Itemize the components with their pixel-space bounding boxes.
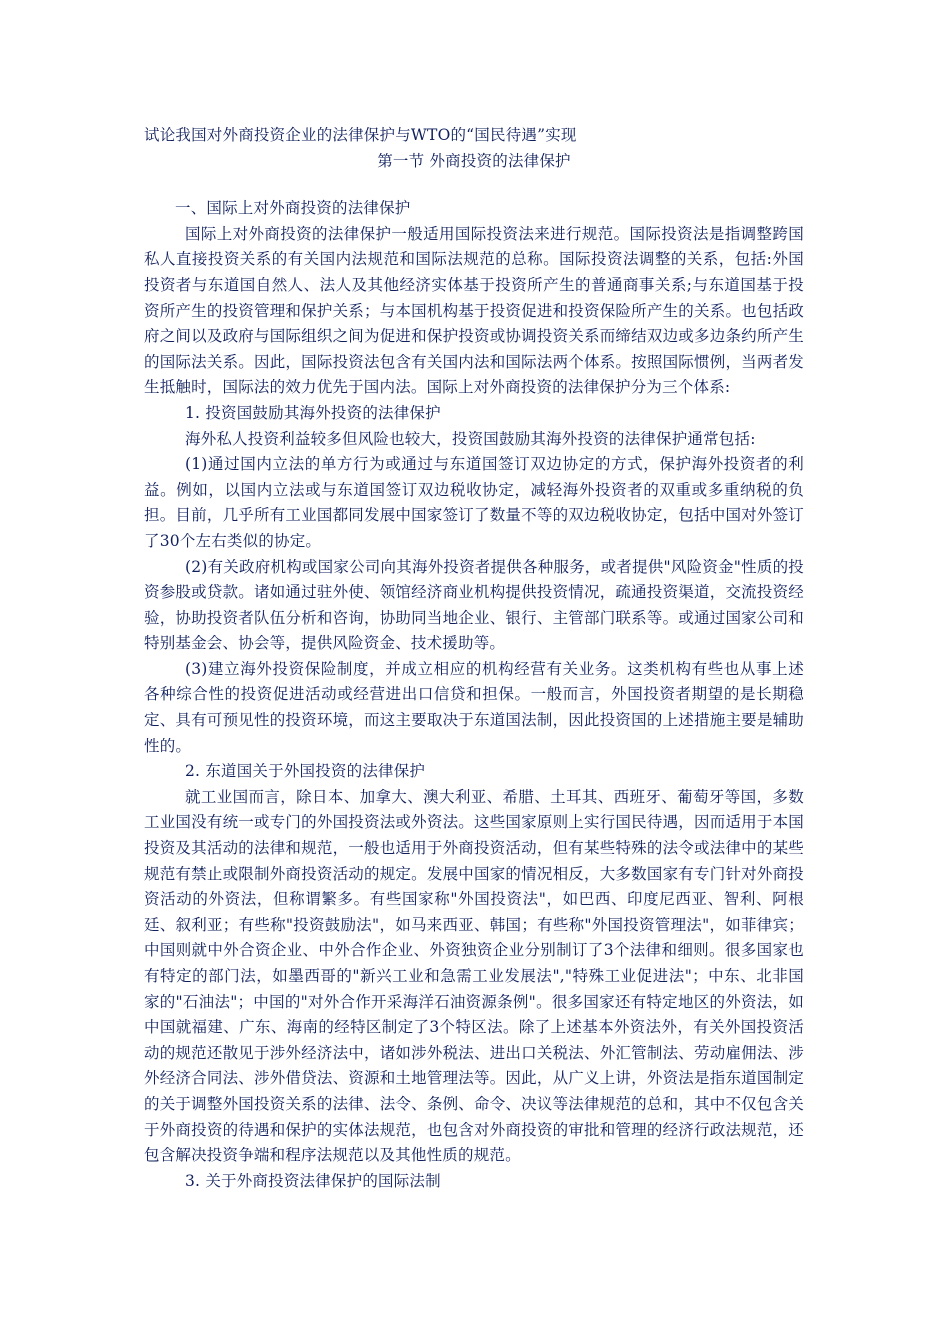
document-title: 试论我国对外商投资企业的法律保护与WTO的“国民待遇”实现: [144, 126, 577, 144]
subheading-3: 3. 关于外商投资法律保护的国际法制: [185, 1171, 441, 1190]
paragraph-item-2: (2)有关政府机构或国家公司向其海外投资者提供各种服务，或者提供"风险资金"性质的投资参股或贷款。诸如通过驻外使、领馆经济商业机构提供投资情况，疏通投资渠道，交流投资经验，协助投资者队伍分析和咨询，协助同当地企业、银行、主管部门联系等。或通过国家公司和特别基金会、协会等，提供风险资金、技术援助等。: [144, 557, 804, 653]
paragraph-item-3: (3)建立海外投资保险制度，并成立相应的机构经营有关业务。这类机构有些也从事上述各种综合性的投资促进活动或经营进出口信贷和担保。一般而言，外国投资者期望的是长期稳定、具有可预见性的投资环境，而这主要取决于东道国法制，因此投资国的上述措施主要是辅助性的。: [144, 659, 804, 755]
section-title: 第一节 外商投资的法律保护: [377, 151, 571, 170]
paragraph-intro: 国际上对外商投资的法律保护一般适用国际投资法来进行规范。国际投资法是指调整跨国私人直接投资关系的有关国内法规范和国际法规范的总称。国际投资法调整的关系，包括:外国投资者与东道国自然人、法人及其他经济实体基于投资所产生的普通商事关系;与东道国基于投资所产生的投资管理和保护关系；与本国机构基于投资促进和投资保险所产生的关系。也包括政府之间以及政府与国际组织之间为促进和保护投资或协调投资关系而缔结双边或多边条约所产生的国际法关系。因此，国际投资法包含有关国内法和国际法两个体系。按照国际惯例，当两者发生抵触时，国际法的效力优先于国内法。国际上对外商投资的法律保护分为三个体系:: [144, 224, 804, 397]
part-heading: 一、国际上对外商投资的法律保护: [175, 199, 411, 218]
document-page: [144, 123, 804, 1194]
subheading-1: 1. 投资国鼓励其海外投资的法律保护: [185, 403, 441, 422]
subheading-2: 2. 东道国关于外国投资的法律保护: [185, 762, 426, 781]
spacer: [144, 174, 804, 196]
paragraph-item-1: (1)通过国内立法的单方行为或通过与东道国签订双边协定的方式，保护海外投资者的利益。例如，以国内立法或与东道国签订双边税收协定，减轻海外投资者的双重或多重纳税的负担。目前，几乎所有工业国都同发展中国家签订了数量不等的双边税收协定，包括中国对外签订了30个左右类似的协定。: [144, 455, 804, 550]
paragraph-investor-country: 海外私人投资利益较多但风险也较大，投资国鼓励其海外投资的法律保护通常包括:: [185, 429, 756, 448]
paragraph-host-country: 就工业国而言，除日本、加拿大、澳大利亚、希腊、土耳其、西班牙、葡萄牙等国，多数工业国没有统一或专门的外国投资法或外资法。这些国家原则上实行国民待遇，因而适用于本国投资及其活动的法律和规范，一般也适用于外商投资活动，但有某些特殊的法令或法律中的某些规范有禁止或限制外商投资活动的规定。发展中国家的情况相反，大多数国家有专门针对外商投资活动的外资法，但称谓繁多。有些国家称"外国投资法"，如巴西、印度尼西亚、智利、阿根廷、叙利亚；有些称"投资鼓励法"，如马来西亚、韩国；有些称"外国投资管理法"，如菲律宾；中国则就中外合资企业、中外合作企业、外资独资企业分别制订了3个法律和细则。很多国家也有特定的部门法，如墨西哥的"新兴工业和急需工业发展法","特殊工业促进法"；中东、北非国家的"石油法"；中国的"对外合作开采海洋石油资源条例"。很多国家还有特定地区的外资法，如中国就福建、广东、海南的经特区制定了3个特区法。除了上述基本外资法外，有关外国投资活动的规范还散见于涉外经济法中，诸如涉外税法、进出口关税法、外汇管制法、劳动雇佣法、涉外经济合同法、涉外借贷法、资源和土地管理法等。因此，从广义上讲，外资法是指东道国制定的关于调整外国投资关系的法律、法令、条例、命令、决议等法律规范的总和，其中不仅包含关于外商投资的待遇和保护的实体法规范，也包含对外商投资的审批和管理的经济行政法规范，还包含解决投资争端和程序法规范以及其他性质的规范。: [144, 787, 804, 1165]
